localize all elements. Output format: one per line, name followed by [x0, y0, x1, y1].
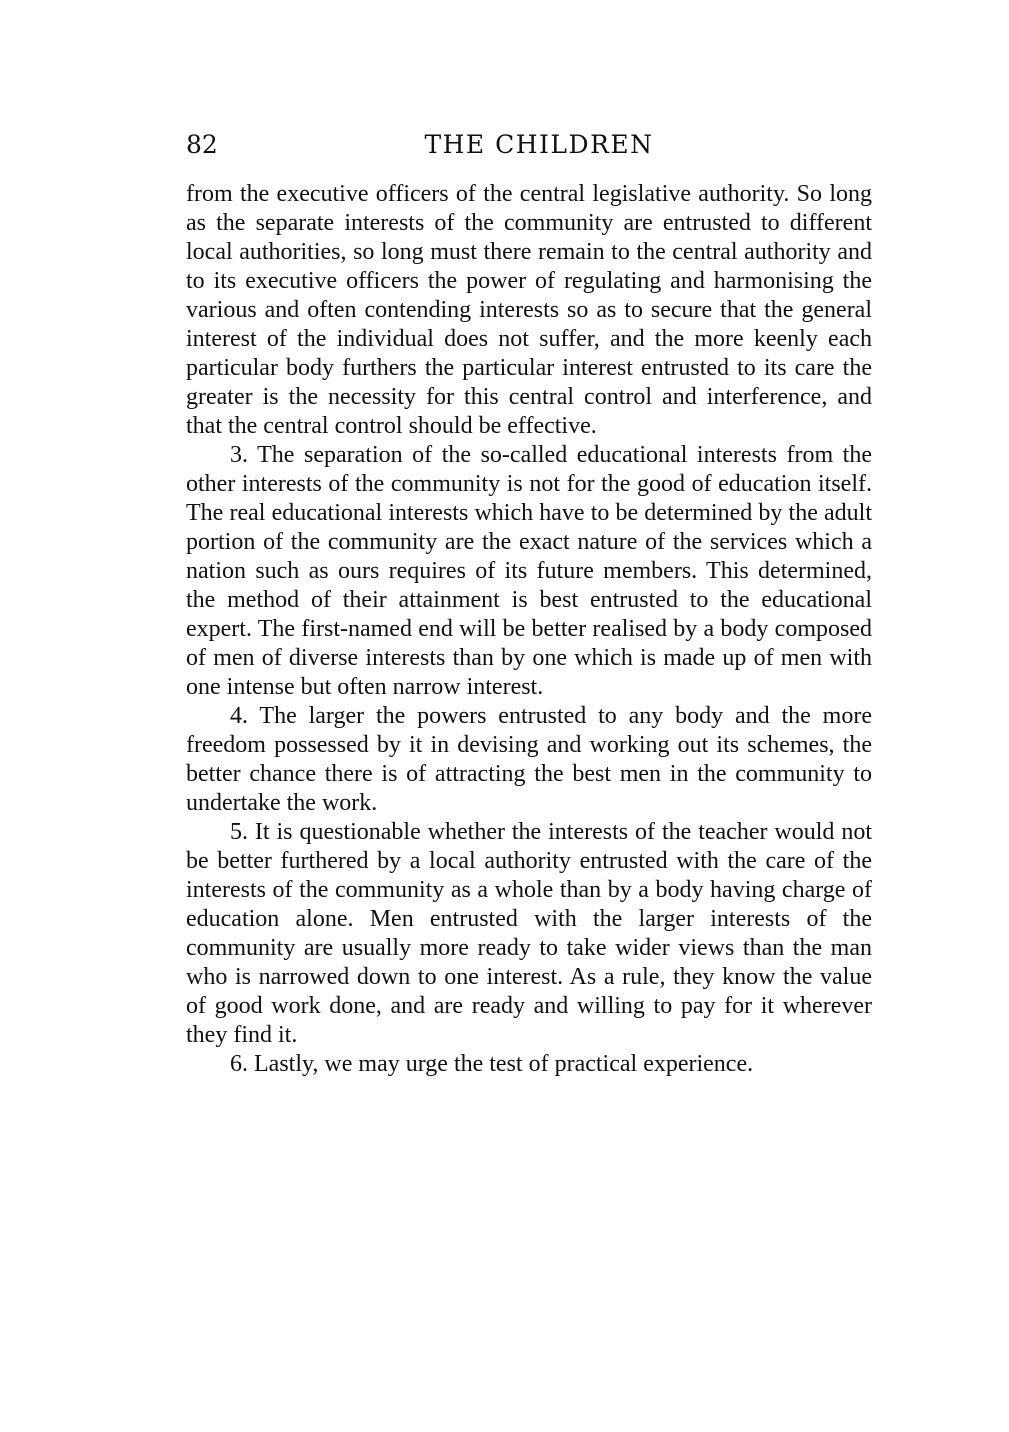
paragraph-point-6: 6. Lastly, we may urge the test of practical experience. — [230, 1051, 754, 1077]
paragraph-continuation: from the executive officers of the central legislative authority. So long as the separate interests of the community are entrusted to different local authorities, so long must there remain to the central authority and to its executive officers the power of regulating and harmonising the various and often contending interests so as to secure that the general interest of the individual does not suffer, and the more keenly each particular body furthers the particular interest entrusted to its care the greater is the necessity for this central control and interference, and that the central control should be effective. — [186, 181, 872, 439]
paragraph-point-3: 3. The separation of the so-called educational interests from the other interests of the community is not for the good of education itself. The real educational interests which have to be determined by the adult portion of the community are the exact nature of the services which a nation such as ours requires of its future members. This determined, the method of their attainment is best entrusted to the educational expert. The first-named end will be better realised by a body composed of men of diverse interests than by one which is made up of men with one intense but often narrow interest. — [186, 442, 872, 700]
body-text — [186, 180, 872, 1079]
page-number: 82 — [186, 130, 218, 159]
running-title: THE CHILDREN — [424, 130, 654, 159]
running-head — [186, 122, 872, 168]
paragraph-point-4: 4. The larger the powers entrusted to any body and the more freedom possessed by it in devising and working out its schemes, the better chance there is of attracting the best men in the community to undertake the work. — [186, 703, 872, 816]
paragraph-point-5: 5. It is questionable whether the interests of the teacher would not be better furthered by a local authority entrusted with the care of the interests of the community as a whole than by a body having charge of education alone. Men entrusted with the larger interests of the community are usually more ready to take wider views than the man who is narrowed down to one interest. As a rule, they know the value of good work done, and are ready and willing to pay for it wherever they find it. — [186, 819, 872, 1048]
